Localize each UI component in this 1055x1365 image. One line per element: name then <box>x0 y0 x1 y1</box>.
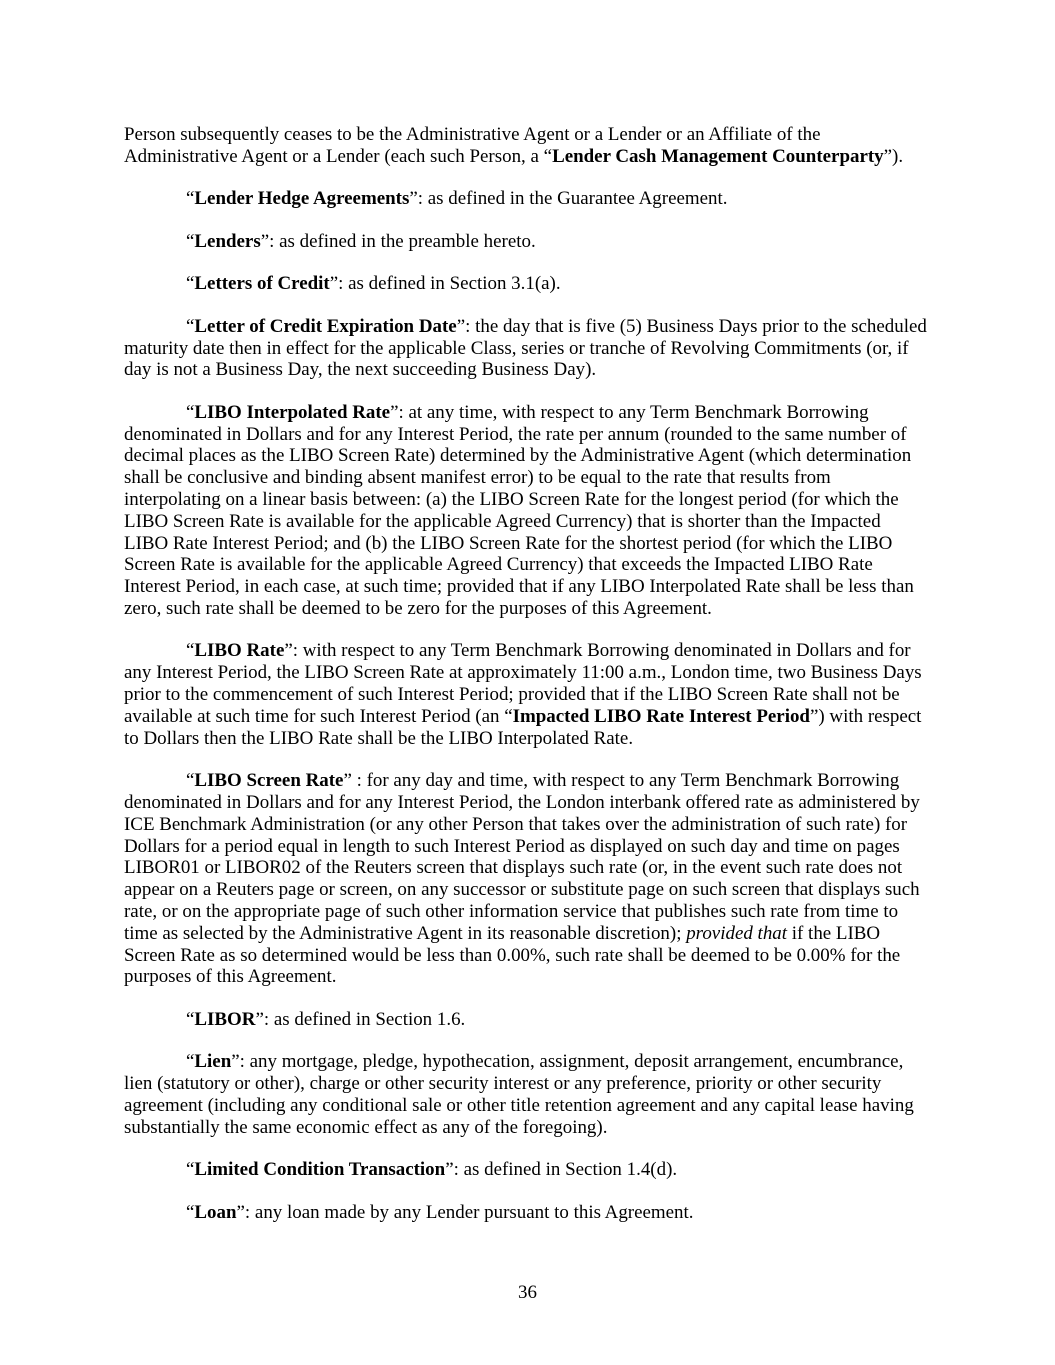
page-number: 36 <box>518 1282 537 1303</box>
definition-text: ”). <box>883 145 904 167</box>
open-quote: “ <box>186 273 195 295</box>
defined-term: LIBO Screen Rate <box>194 770 344 792</box>
text-line <box>124 923 984 945</box>
definition-text: ”: any mortgage, pledge, hypothecation, assignment, deposit arrangement, encumbrance, <box>231 1051 904 1073</box>
text-line: LIBOR01 or LIBOR02 of the Reuters screen that displays such rate (or, in the event such rate does not <box>124 857 903 879</box>
open-quote: “ <box>186 1201 195 1223</box>
definition-text: Administrative Agent or a Lender (each such Person, a “ <box>124 145 553 167</box>
text-line: prior to the commencement of such Interest Period; provided that if the LIBO Screen Rate shall not be <box>124 684 900 706</box>
text-line: rate, or on the appropriate page of such other information service that publishes such rate from time to <box>124 900 899 922</box>
definition-text: time as selected by the Administrative Agent in its reasonable discretion); <box>124 922 687 944</box>
text-line: day is not a Business Day, the next succeeding Business Day). <box>124 359 597 381</box>
definition-text: ”: as defined in the preamble hereto. <box>260 230 536 252</box>
page-body <box>124 124 984 1244</box>
definition-letters-of-credit <box>124 273 984 295</box>
text-line: appear on a Reuters page or screen, on any successor or substitute page on such screen that displays such <box>124 879 920 901</box>
definition-text: ”: as defined in Section 1.4(d). <box>445 1159 678 1181</box>
text-line: interpolating on a linear basis between: (a) the LIBO Screen Rate for the longest period (for which the <box>124 489 899 510</box>
definition-letter-of-credit-expiration-date <box>124 316 984 381</box>
text-line: maturity date then in effect for the applicable Class, series or tranche of Revolving Commitments (or, if <box>124 337 909 359</box>
text-line: substantially the same economic effect as any of the foregoing). <box>124 1116 608 1138</box>
definition-text: available at such time for such Interest Period (an “ <box>124 705 513 727</box>
text-line: denominated in Dollars and for any Interest Period, the rate per annum (rounded to the same number of <box>124 423 907 445</box>
defined-term: LIBO Interpolated Rate <box>194 401 391 423</box>
text-line <box>124 640 984 662</box>
text-line <box>124 1009 984 1031</box>
definition-libo-interpolated-rate <box>124 402 984 620</box>
text-line <box>124 1051 984 1073</box>
text-line <box>124 146 984 168</box>
text-line <box>124 706 984 728</box>
definition-lien <box>124 1051 984 1138</box>
open-quote: “ <box>186 315 195 337</box>
emphasized-text: provided that <box>686 922 788 944</box>
text-line: shall be conclusive and binding absent manifest error) to be equal to the rate that results from <box>124 467 831 489</box>
text-line: purposes of this Agreement. <box>124 966 337 988</box>
text-line: Interest Period, in each case, at such time; provided that if any LIBO Interpolated Rate shall be less than <box>124 576 914 598</box>
text-line: zero, such rate shall be deemed to be zero for the purposes of this Agreement. <box>124 597 712 619</box>
defined-term: Lender Hedge Agreements <box>194 188 410 210</box>
open-quote: “ <box>186 770 195 792</box>
text-line: to Dollars then the LIBO Rate shall be the LIBO Interpolated Rate. <box>124 727 634 749</box>
definition-text: ”: as defined in Section 1.6. <box>255 1008 466 1030</box>
defined-term: LIBO Rate <box>194 640 285 662</box>
definition-loan <box>124 1202 984 1224</box>
definition-text: ”: at any time, with respect to any Term Benchmark Borrowing <box>390 401 869 423</box>
defined-term: Lender Cash Management Counterparty <box>552 145 884 167</box>
definition-text: ”: as defined in the Guarantee Agreement. <box>409 188 728 210</box>
definition-text: if the LIBO <box>787 922 881 944</box>
defined-term: Lien <box>194 1051 232 1073</box>
definition-text: ” : for any day and time, with respect to any Term Benchmark Borrowing <box>343 770 900 792</box>
open-quote: “ <box>186 1159 195 1181</box>
definition-lender-cash-management-counterparty-continuation <box>124 124 984 168</box>
text-line: any Interest Period, the LIBO Screen Rate at approximately 11:00 a.m., London time, two Business Days <box>124 662 922 684</box>
open-quote: “ <box>186 640 195 662</box>
text-line: Screen Rate is available for the applicable Agreed Currency) that exceeds the Impacted LIBO Rate <box>124 554 873 576</box>
definition-text: ”: the day that is five (5) Business Days prior to the scheduled <box>456 315 927 337</box>
text-line: LIBO Screen Rate is available for the applicable Agreed Currency) that is shorter than the Impacted <box>124 510 881 532</box>
text-line: Person subsequently ceases to be the Administrative Agent or a Lender or an Affiliate of the <box>124 124 821 145</box>
defined-term: Loan <box>194 1201 237 1223</box>
defined-term: Impacted LIBO Rate Interest Period <box>512 705 810 727</box>
definition-libo-rate <box>124 640 984 749</box>
open-quote: “ <box>186 188 195 210</box>
text-line <box>124 188 984 210</box>
text-line <box>124 231 984 253</box>
open-quote: “ <box>186 1051 195 1073</box>
text-line <box>124 316 984 338</box>
defined-term: Letter of Credit Expiration Date <box>194 315 457 337</box>
defined-term: Limited Condition Transaction <box>194 1159 446 1181</box>
definition-lender-hedge-agreements <box>124 188 984 210</box>
text-line: Screen Rate as so determined would be less than 0.00%, such rate shall be deemed to be 0.00% for the <box>124 944 901 966</box>
open-quote: “ <box>186 401 195 423</box>
defined-term: Letters of Credit <box>194 273 330 295</box>
defined-term: LIBOR <box>194 1008 256 1030</box>
text-line: ICE Benchmark Administration (or any other Person that takes over the administration of such rate) for <box>124 813 908 835</box>
open-quote: “ <box>186 1008 195 1030</box>
definition-limited-condition-transaction <box>124 1159 984 1181</box>
definition-libo-screen-rate <box>124 770 984 988</box>
definition-text: ”: any loan made by any Lender pursuant to this Agreement. <box>236 1201 694 1223</box>
definition-text: ”) with respect <box>809 705 922 727</box>
text-line <box>124 273 984 295</box>
text-line <box>124 1202 984 1224</box>
text-line: LIBO Rate Interest Period; and (b) the LIBO Screen Rate for the shortest period (for which the LIBO <box>124 532 893 554</box>
text-line: agreement (including any conditional sale or other title retention agreement and any capital lease having <box>124 1094 914 1116</box>
text-line <box>124 1159 984 1181</box>
defined-term: Lenders <box>194 230 261 252</box>
text-line: denominated in Dollars and for any Interest Period, the London interbank offered rate as administered by <box>124 791 920 813</box>
text-line: Dollars for a period equal in length to such Interest Period as displayed on such day and time on pages <box>124 835 900 857</box>
definition-text: ”: as defined in Section 3.1(a). <box>329 273 561 295</box>
definition-lenders <box>124 231 984 253</box>
text-line <box>124 402 984 424</box>
text-line <box>124 770 984 792</box>
open-quote: “ <box>186 230 195 252</box>
definition-libor <box>124 1009 984 1031</box>
text-line: lien (statutory or other), charge or other security interest or any preference, priority or other security <box>124 1073 882 1095</box>
text-line: decimal places as the LIBO Screen Rate) determined by the Administrative Agent (which determination <box>124 445 912 467</box>
definition-text: ”: with respect to any Term Benchmark Borrowing denominated in Dollars and for <box>284 640 911 662</box>
